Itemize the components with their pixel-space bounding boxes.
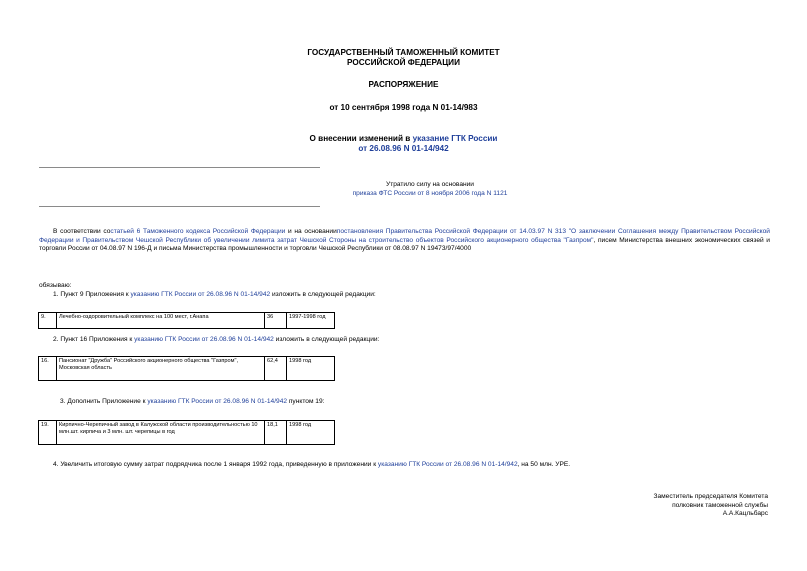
document-title (0, 134, 807, 144)
item-1-link[interactable]: указанию ГТК России от 26.08.96 N 01-14/942 (130, 291, 271, 298)
object-name: Лечебно-оздоровительный комплекс на 100 мест, г.Анапа (57, 313, 265, 329)
item-1-pre: 1. Пункт 9 Приложения к (53, 291, 131, 298)
preamble-paragraph (39, 228, 770, 254)
title-link-line2[interactable]: от 26.08.96 N 01-14/942 (358, 144, 449, 153)
item-1-post: изложить в следующей редакции: (270, 291, 376, 298)
item-4-post: , на 50 млн. УРЕ. (517, 461, 571, 468)
agency-name-line1: ГОСУДАРСТВЕННЫЙ ТАМОЖЕННЫЙ КОМИТЕТ (307, 48, 500, 57)
cost-value: 36 (265, 313, 287, 329)
period: 1997-1998 год (287, 313, 335, 329)
agency-name-line2: РОССИЙСКОЙ ФЕДЕРАЦИИ (347, 58, 460, 67)
item-2-link[interactable]: указанию ГТК России от 26.08.96 N 01-14/942 (134, 336, 274, 343)
oblige-word: обязываю: (39, 282, 72, 289)
row-number: 16. (39, 357, 57, 381)
title-link[interactable]: указание ГТК России (412, 134, 498, 143)
document-title-line2 (0, 144, 807, 154)
object-name: Пансионат "Дружба" Российского акционерного общества "Газпром", Московская область (57, 357, 265, 381)
item-4 (53, 461, 783, 470)
period: 1998 год (287, 357, 335, 381)
period: 1998 год (287, 421, 335, 445)
lost-force-basis-link[interactable]: приказа ФТС России от 8 ноября 2006 года N 1121 (352, 190, 508, 197)
item-2-pre: 2. Пункт 16 Приложения к (53, 336, 135, 343)
item-2 (53, 336, 773, 345)
divider-top (39, 167, 320, 168)
signature-rank: полковник таможенной службы (672, 501, 768, 509)
cost-value: 18,1 (265, 421, 287, 445)
item-3 (60, 398, 780, 407)
object-name: Кирпично-Черепичный завод в Калужской области производительностью 10 млн.шт. кирпича и 3 млн. шт. черепицы в год (57, 421, 265, 445)
signature-name: А.А.Кацльбарс (722, 510, 768, 518)
government-decree-link[interactable]: постановления Правительства Российской Федерации от 14.03.97 N 313 "О заключении Соглашения между Правительством Российской Федерации и Правительством Чешской Республики об увеличении лимита затрат Чешской Стороны на строительство объектов Российского акционерного общества "Газпром" (39, 228, 770, 244)
preamble-text-2: и на основании (285, 228, 337, 235)
lost-force-note: Утратило силу на основании (386, 181, 474, 188)
divider-bottom (39, 206, 320, 207)
cost-value: 62,4 (265, 357, 287, 381)
title-prefix: О внесении изменений в (309, 134, 413, 143)
table-row (39, 357, 335, 381)
table-item-9 (38, 312, 335, 329)
customs-code-link[interactable]: статьей 6 Таможенного кодекса Российской Федерации (110, 228, 286, 235)
table-row (39, 421, 335, 445)
item-1 (53, 291, 773, 300)
signature-position: Заместитель председателя Комитета (653, 493, 768, 500)
item-4-link[interactable]: указанию ГТК России от 26.08.96 N 01-14/942 (377, 461, 518, 468)
document-date-number: от 10 сентября 1998 года N 01-14/983 (329, 103, 478, 112)
table-item-19 (38, 420, 335, 445)
item-2-post: изложить в следующей редакции: (273, 336, 380, 343)
preamble-text-3: , писем Министерства внешних экономических связей и торговли России от 04.08.97 N 196-Д и письма Министерства промышленности и торговли Чешской Республики от 08.08.97 N 19473/97/4000 (39, 236, 770, 253)
row-number: 19. (39, 421, 57, 445)
row-number: 9. (39, 313, 57, 329)
preamble-text-1: В соответствии со (53, 228, 111, 235)
lost-force-basis (250, 190, 610, 199)
item-3-link[interactable]: указанию ГТК России от 26.08.96 N 01-14/942 (147, 398, 288, 405)
signature-block (520, 493, 768, 519)
table-item-16 (38, 356, 335, 381)
item-3-post: пунктом 19: (287, 398, 325, 405)
item-3-pre: 3. Дополнить Приложение к (60, 398, 148, 405)
item-4-pre: 4. Увеличить итоговую сумму затрат подрядчика после 1 января 1992 года, приведенную в приложении к (53, 461, 378, 468)
table-row (39, 313, 335, 329)
document-type: РАСПОРЯЖЕНИЕ (368, 80, 439, 89)
